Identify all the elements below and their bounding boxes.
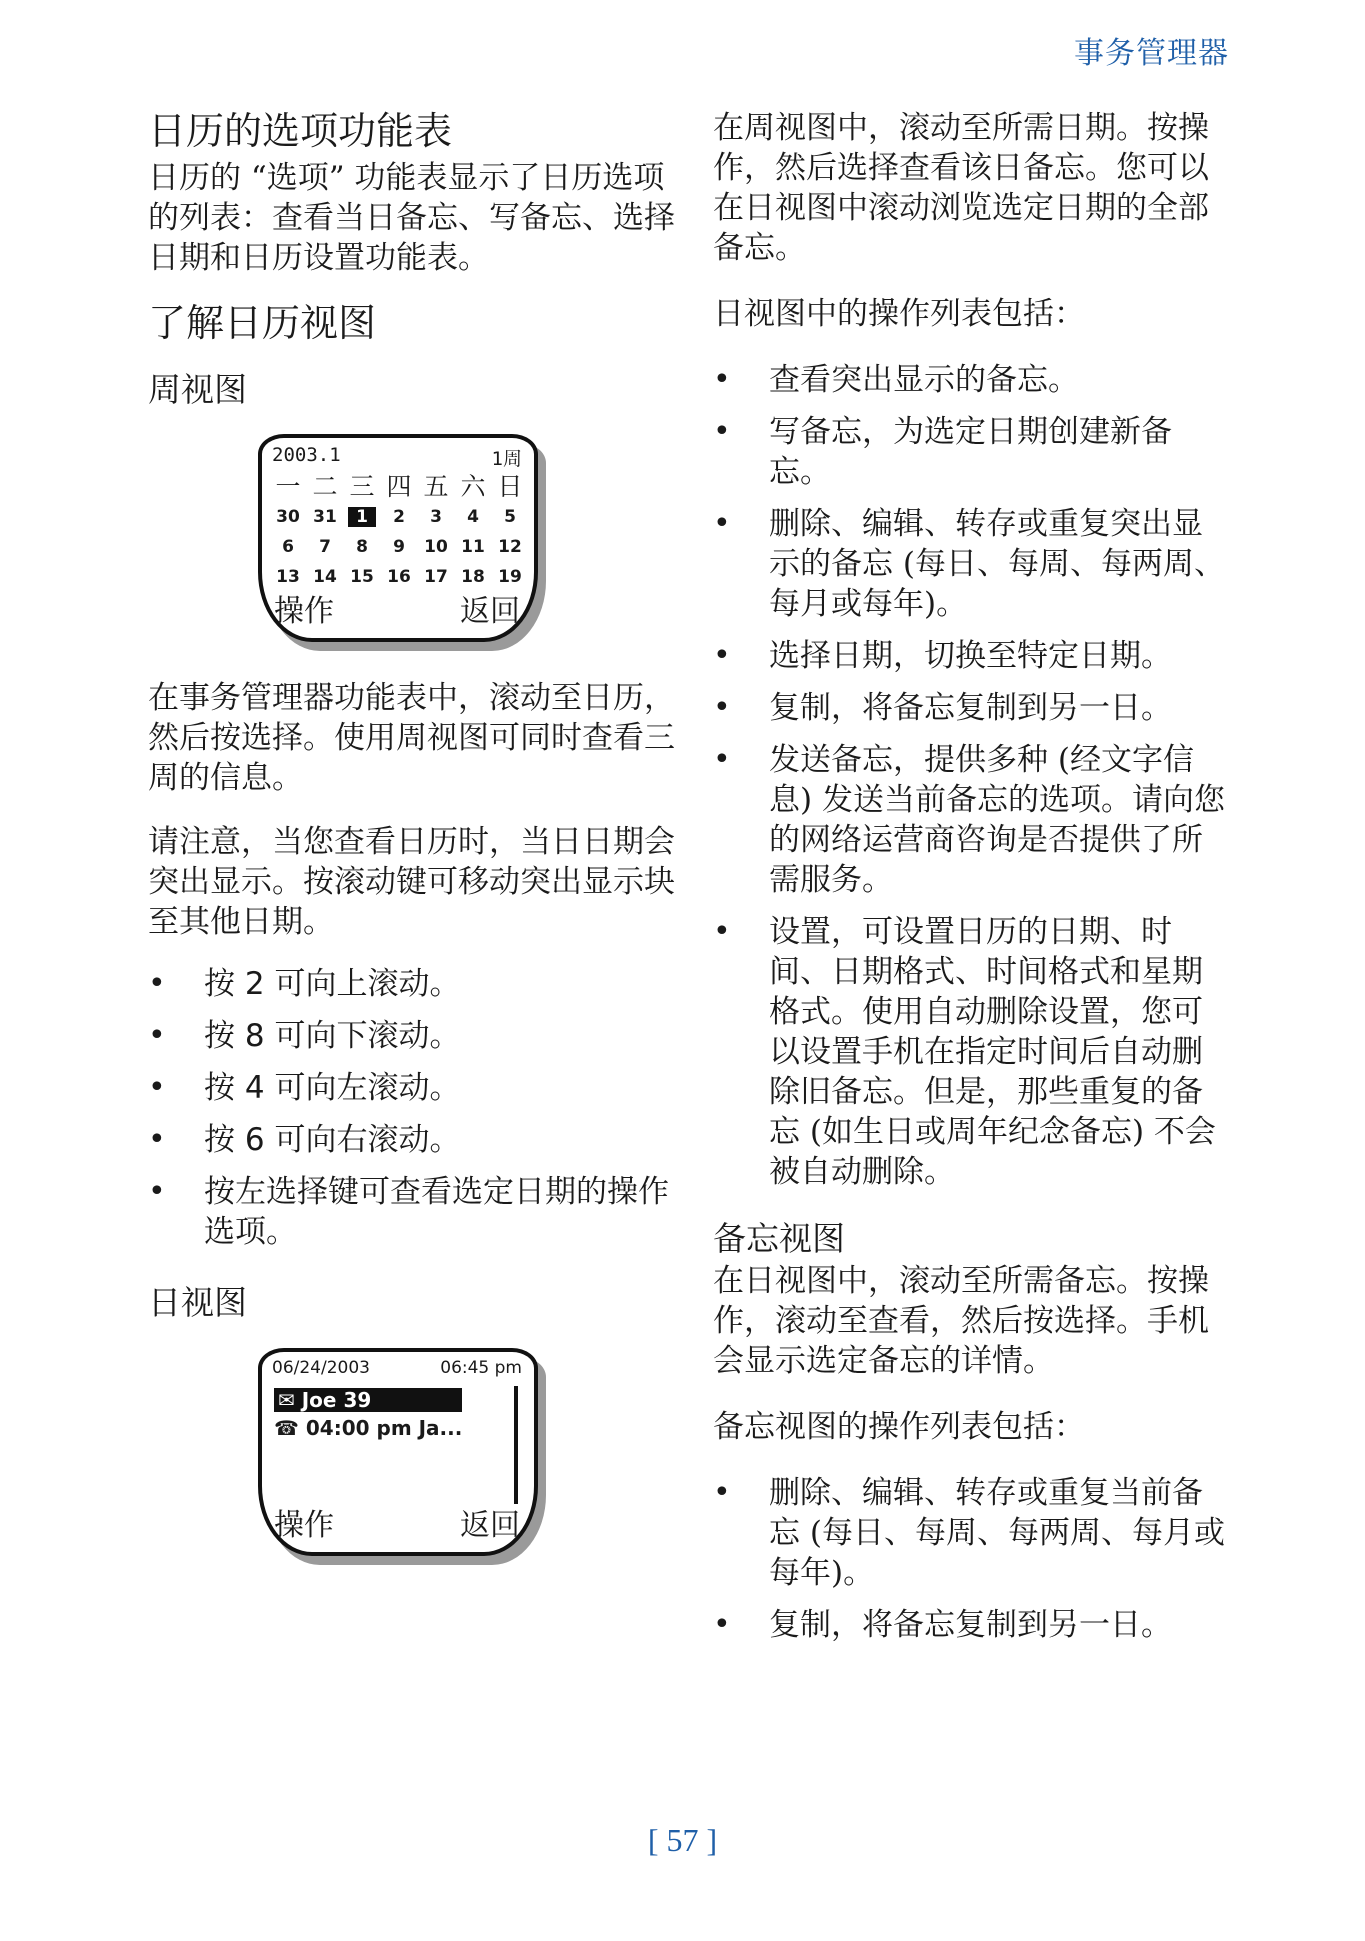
day-options-intro: 日视图中的操作列表包括：: [713, 296, 1085, 332]
week-view-paragraph-2: 请注意，当您查看日历时，当日日期会突出显示。按滚动键可移动突出显示块至其他日期。: [148, 824, 675, 941]
list-item: • 复制，将备忘复制到另一日。: [713, 688, 1233, 728]
left-column: [148, 108, 693, 1556]
softkey-back[interactable]: 返回: [460, 1507, 520, 1543]
calendar-week-row: [274, 502, 524, 532]
weekday-label: 一: [275, 472, 301, 502]
softkey-options[interactable]: 操作: [274, 594, 334, 630]
calendar-day: 9: [393, 537, 405, 558]
calendar-day: 31: [313, 507, 337, 528]
day-options-list: [713, 360, 1233, 1192]
calendar-day: 2: [393, 507, 405, 528]
right-column: [713, 108, 1233, 1645]
calendar-day: 6: [282, 537, 294, 558]
memo-options-list: [713, 1473, 1233, 1645]
heading-options-menu: 日历的选项功能表: [148, 109, 453, 153]
list-item: • 按 6 可向右滚动。: [148, 1120, 693, 1160]
list-item: • 按 2 可向上滚动。: [148, 964, 693, 1004]
memo-item[interactable]: ☎ 04:00 pm Ja...: [274, 1415, 463, 1440]
weekday-label: 五: [423, 472, 449, 502]
heading-week-view: 周视图: [148, 370, 247, 409]
heading-memo-view: 备忘视图: [713, 1219, 845, 1258]
calendar-day: 5: [504, 507, 516, 528]
list-item: • 发送备忘，提供多种 (经文字信息) 发送当前备忘的选项。请向您的网络运营商咨询是否提供了所需服务。: [713, 740, 1233, 900]
calendar-day: 18: [461, 567, 485, 588]
scrollbar: [514, 1386, 518, 1504]
calendar-day: 3: [430, 507, 442, 528]
list-item: • 选择日期，切换至特定日期。: [713, 636, 1233, 676]
softkey-back[interactable]: 返回: [460, 594, 520, 630]
calendar-day: 4: [467, 507, 479, 528]
week-view-week-number: 1周: [491, 448, 522, 471]
calendar-day: 17: [424, 567, 448, 588]
list-item: • 写备忘，为选定日期创建新备忘。: [713, 412, 1233, 492]
section-header: 事务管理器: [1074, 36, 1229, 71]
week-view-paragraph-1: 在事务管理器功能表中，滚动至日历，然后按选择。使用周视图可同时查看三周的信息。: [148, 680, 675, 797]
calendar-day: 7: [319, 537, 331, 558]
week-view-screen: [258, 434, 538, 642]
gift-icon: ✉: [278, 1387, 302, 1412]
calendar-day: 10: [424, 537, 448, 558]
weekday-label: 二: [312, 472, 338, 502]
scroll-key-list: [148, 964, 693, 1252]
list-item: • 查看突出显示的备忘。: [713, 360, 1233, 400]
calendar-day: 16: [387, 567, 411, 588]
calendar-week-row: [274, 532, 524, 562]
day-view-screen: [258, 1348, 538, 1556]
week-to-day-paragraph: 在周视图中，滚动至所需日期。按操作，然后选择查看该日备忘。您可以在日视图中滚动浏览选定日期的全部备忘。: [713, 110, 1209, 266]
weekday-label: 四: [386, 472, 412, 502]
calendar-day: 15: [350, 567, 374, 588]
memo-view-paragraph: 在日视图中，滚动至所需备忘。按操作，滚动至查看，然后按选择。手机会显示选定备忘的详情。: [713, 1263, 1209, 1380]
list-item: • 删除、编辑、转存或重复突出显示的备忘 (每日、每周、每两周、每月或每年)。: [713, 504, 1233, 624]
list-item: • 按左选择键可查看选定日期的操作选项。: [148, 1172, 693, 1252]
day-view-date: 06/24/2003: [272, 1357, 370, 1378]
memo-item-selected[interactable]: ✉ Joe 39: [274, 1388, 462, 1412]
calendar-day: 8: [356, 537, 368, 558]
memo-options-intro: 备忘视图的操作列表包括：: [713, 1409, 1085, 1446]
calendar-day-selected: 1: [348, 507, 376, 527]
heading-calendar-views: 了解日历视图: [148, 300, 377, 345]
week-calendar-grid: [274, 468, 524, 592]
list-item: • 复制，将备忘复制到另一日。: [713, 1605, 1233, 1645]
calendar-day: 13: [276, 567, 300, 588]
phone-icon: ☎: [274, 1415, 306, 1440]
calendar-day: 12: [498, 537, 522, 558]
calendar-day: 14: [313, 567, 337, 588]
day-view-time: 06:45 pm: [440, 1357, 522, 1378]
list-item: • 设置，可设置日历的日期、时间、日期格式、时间格式和星期格式。使用自动删除设置，您可以设置手机在指定时间后自动删除旧备忘。但是，那些重复的备忘 (如生日或周年纪念备忘) 不会被自动删除。: [713, 912, 1233, 1192]
calendar-day: 30: [276, 507, 300, 528]
list-item: • 按 8 可向下滚动。: [148, 1016, 693, 1056]
weekday-header-row: [274, 468, 524, 502]
heading-day-view: 日视图: [148, 1283, 247, 1323]
list-item: • 删除、编辑、转存或重复当前备忘 (每日、每周、每两周、每月或每年)。: [713, 1473, 1233, 1593]
week-view-month: 2003.1: [272, 444, 341, 467]
weekday-label: 日: [497, 472, 523, 502]
page-number: [ 57 ]: [647, 1822, 718, 1858]
calendar-day: 19: [498, 567, 522, 588]
weekday-label: 六: [460, 472, 486, 502]
list-item: • 按 4 可向左滚动。: [148, 1068, 693, 1108]
weekday-label: 三: [349, 472, 375, 502]
calendar-day: 11: [461, 537, 485, 558]
options-paragraph: 日历的 “选项” 功能表显示了日历选项的列表：查看当日备忘、写备忘、选择日期和日历设置功能表。: [148, 159, 675, 276]
softkey-options[interactable]: 操作: [274, 1507, 334, 1543]
